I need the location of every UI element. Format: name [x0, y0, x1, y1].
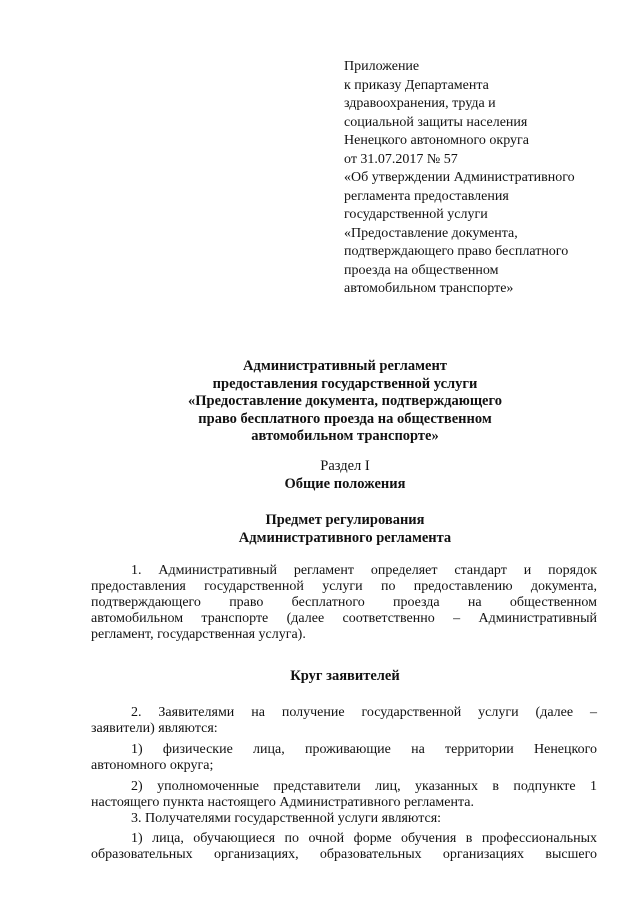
paragraph-line: настоящего пункта настоящего Административного регламента.	[91, 795, 474, 810]
appendix-line: «Предоставление документа,	[344, 225, 518, 241]
title-line: «Предоставление документа, подтверждающего	[188, 393, 502, 409]
paragraph-1	[91, 563, 597, 643]
appendix-line: автомобильном транспорте»	[344, 281, 514, 296]
section-heading	[90, 458, 600, 493]
paragraph-2	[91, 705, 597, 863]
subject-heading-line: Предмет регулирования	[265, 512, 425, 528]
paragraph-line: 1) лица, обучающиеся по очной форме обучения в профессиональных	[131, 831, 597, 846]
title-line: автомобильном транспорте»	[251, 428, 439, 444]
appendix-line: «Об утверждении Административного	[344, 170, 575, 185]
appendix-line: Ненецкого автономного округа	[344, 133, 529, 148]
paragraph-line: автомобильном транспорте (далее соответственно – Административный	[91, 611, 597, 626]
paragraph-line: регламент, государственная услуга).	[91, 627, 306, 642]
appendix-line: от 31.07.2017 № 57	[344, 151, 458, 167]
section-name: Общие положения	[284, 475, 406, 492]
appendix-line: здравоохранения, труда и	[344, 96, 496, 111]
applicants-heading-text: Круг заявителей	[290, 668, 400, 684]
paragraph-line: автономного округа;	[91, 758, 214, 773]
paragraph-line: подтверждающего право бесплатного проезда на общественном	[91, 595, 597, 610]
appendix-line: регламента предоставления	[344, 188, 509, 204]
paragraph-line: 2) уполномоченные представители лиц, указанных в подпункте 1	[131, 779, 597, 794]
paragraph-line: заявители) являются:	[91, 721, 218, 736]
paragraph-line: 3. Получателями государственной услуги являются:	[131, 811, 442, 826]
paragraph-line: 1) физические лица, проживающие на территории Ненецкого	[131, 742, 597, 757]
appendix-line: проезда на общественном	[344, 262, 499, 278]
appendix-line: Приложение	[344, 59, 420, 74]
paragraph-line: предоставления государственной услуги по предоставлению документа,	[91, 579, 597, 594]
document-title	[90, 358, 600, 446]
title-line: предоставления государственной услуги	[212, 375, 478, 392]
paragraph-line: 2. Заявителями на получение государственной услуги (далее –	[131, 705, 597, 720]
appendix-line: подтверждающего право бесплатного	[344, 244, 569, 259]
appendix-line: к приказу Департамента	[344, 77, 489, 93]
title-line: право бесплатного проезда на общественном	[198, 410, 492, 427]
appendix-line: государственной услуги	[344, 207, 488, 222]
paragraph-line: 1. Административный регламент определяет стандарт и порядок	[131, 563, 597, 578]
applicants-heading	[90, 668, 600, 686]
paragraph-line: образовательных организациях, образовательных организациях высшего	[91, 847, 597, 862]
appendix-header	[344, 58, 614, 299]
section-label: Раздел I	[320, 458, 370, 474]
subject-heading-line: Административного регламента	[238, 529, 452, 546]
title-line: Административный регламент	[243, 358, 447, 374]
subject-heading	[90, 512, 600, 547]
appendix-line: социальной защиты населения	[344, 114, 528, 130]
